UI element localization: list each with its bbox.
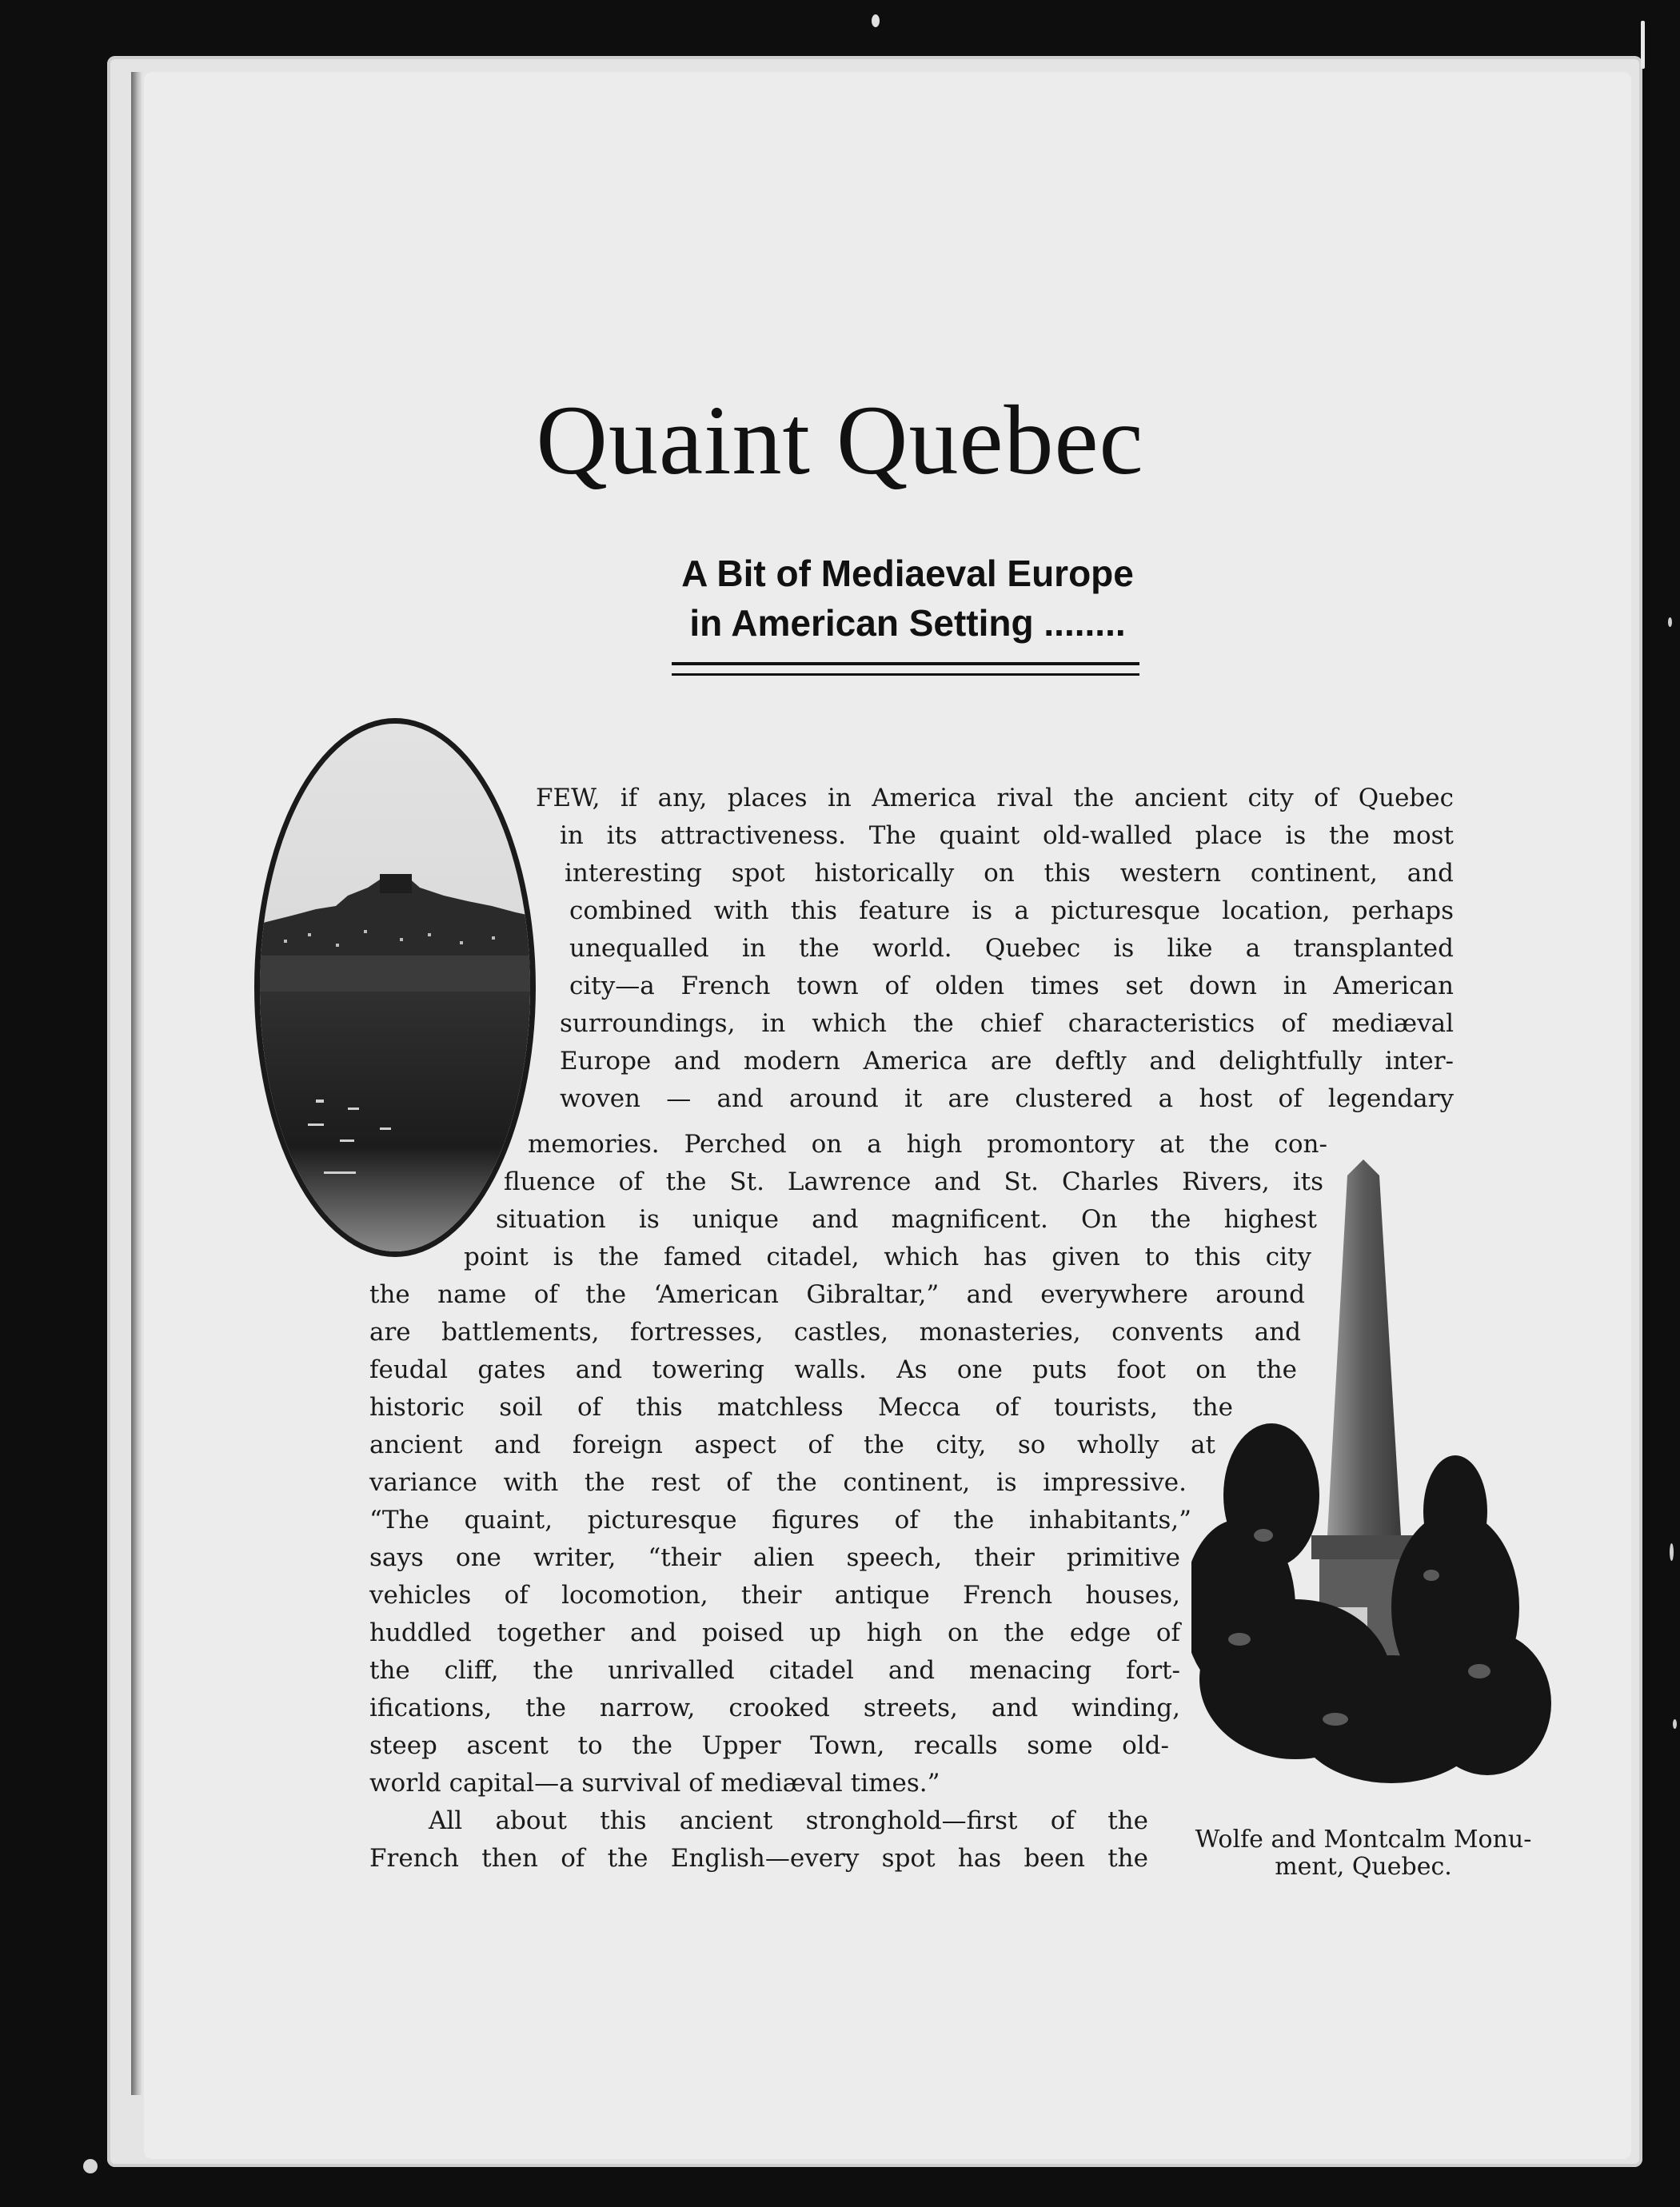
body-line: memories. Perched on a high promontory at the con-	[528, 1130, 1327, 1159]
body-line: combined with this feature is a picturesque location, perhaps	[569, 896, 1454, 925]
quebec-river-photo	[254, 718, 536, 1257]
monument-caption-line1: Wolfe and Montcalm Monu-	[1195, 1826, 1532, 1854]
body-line: surroundings, in which the chief characteristics of mediæval	[560, 1009, 1454, 1038]
title-rule-top	[672, 662, 1139, 665]
body-line: historic soil of this matchless Mecca of tourists, the	[369, 1393, 1233, 1422]
body-line: feudal gates and towering walls. As one puts foot on the	[369, 1355, 1297, 1384]
body-line: world capital—a survival of mediæval times.”	[369, 1769, 940, 1798]
body-line: woven — and around it are clustered a host of legendary	[560, 1084, 1454, 1113]
body-line: city—a French town of olden times set down in American	[569, 972, 1454, 1000]
scan-speck	[1670, 1543, 1674, 1561]
body-line: unequalled in the world. Quebec is like a transplanted	[569, 934, 1454, 963]
scan-speck	[1668, 617, 1672, 627]
article-subtitle-line1: A Bit of Mediaeval Europe	[681, 553, 1134, 594]
body-line: the cliff, the unrivalled citadel and menacing fort-	[369, 1656, 1180, 1685]
body-line: ancient and foreign aspect of the city, so wholly at	[369, 1431, 1215, 1459]
body-line: says one writer, “their alien speech, their primitive	[369, 1543, 1180, 1572]
body-line: interesting spot historically on this western continent, and	[565, 859, 1454, 888]
scan-speck	[872, 14, 880, 27]
body-line: Europe and modern America are deftly and delightfully inter-	[560, 1047, 1454, 1076]
body-line: French then of the English—every spot has been the	[369, 1844, 1148, 1873]
scan-speck	[1641, 21, 1645, 69]
body-line: in its attractiveness. The quaint old-walled place is the most	[560, 821, 1454, 850]
body-line: steep ascent to the Upper Town, recalls some old-	[369, 1731, 1169, 1760]
scan-speck	[83, 2159, 98, 2173]
body-line: “The quaint, picturesque figures of the inhabitants,”	[369, 1506, 1191, 1535]
body-line: fluence of the St. Lawrence and St. Charles Rivers, its	[504, 1167, 1323, 1196]
body-line: the name of the ‘American Gibraltar,” and everywhere around	[369, 1280, 1305, 1309]
body-line: are battlements, fortresses, castles, monasteries, convents and	[369, 1318, 1301, 1347]
scan-speck	[1673, 1719, 1677, 1729]
body-line: vehicles of locomotion, their antique French houses,	[369, 1581, 1180, 1610]
article-subtitle-line2: in American Setting ........	[689, 602, 1126, 644]
page-binding-edge	[131, 72, 142, 2095]
body-line: huddled together and poised up high on the edge of	[369, 1618, 1180, 1647]
body-line: variance with the rest of the continent, is impressive.	[369, 1468, 1187, 1497]
monument-caption-line2: ment, Quebec.	[1275, 1853, 1452, 1881]
body-line: situation is unique and magnificent. On the highest	[496, 1205, 1317, 1234]
body-line: All about this ancient stronghold—first of the	[429, 1806, 1148, 1835]
body-line: FEW, if any, places in America rival the ancient city of Quebec	[536, 784, 1454, 812]
body-line: ifications, the narrow, crooked streets, and winding,	[369, 1694, 1180, 1722]
title-rule-bottom	[672, 673, 1139, 676]
body-line: point is the famed citadel, which has given to this city	[464, 1243, 1311, 1271]
article-title: Quaint Quebec	[536, 385, 1144, 495]
